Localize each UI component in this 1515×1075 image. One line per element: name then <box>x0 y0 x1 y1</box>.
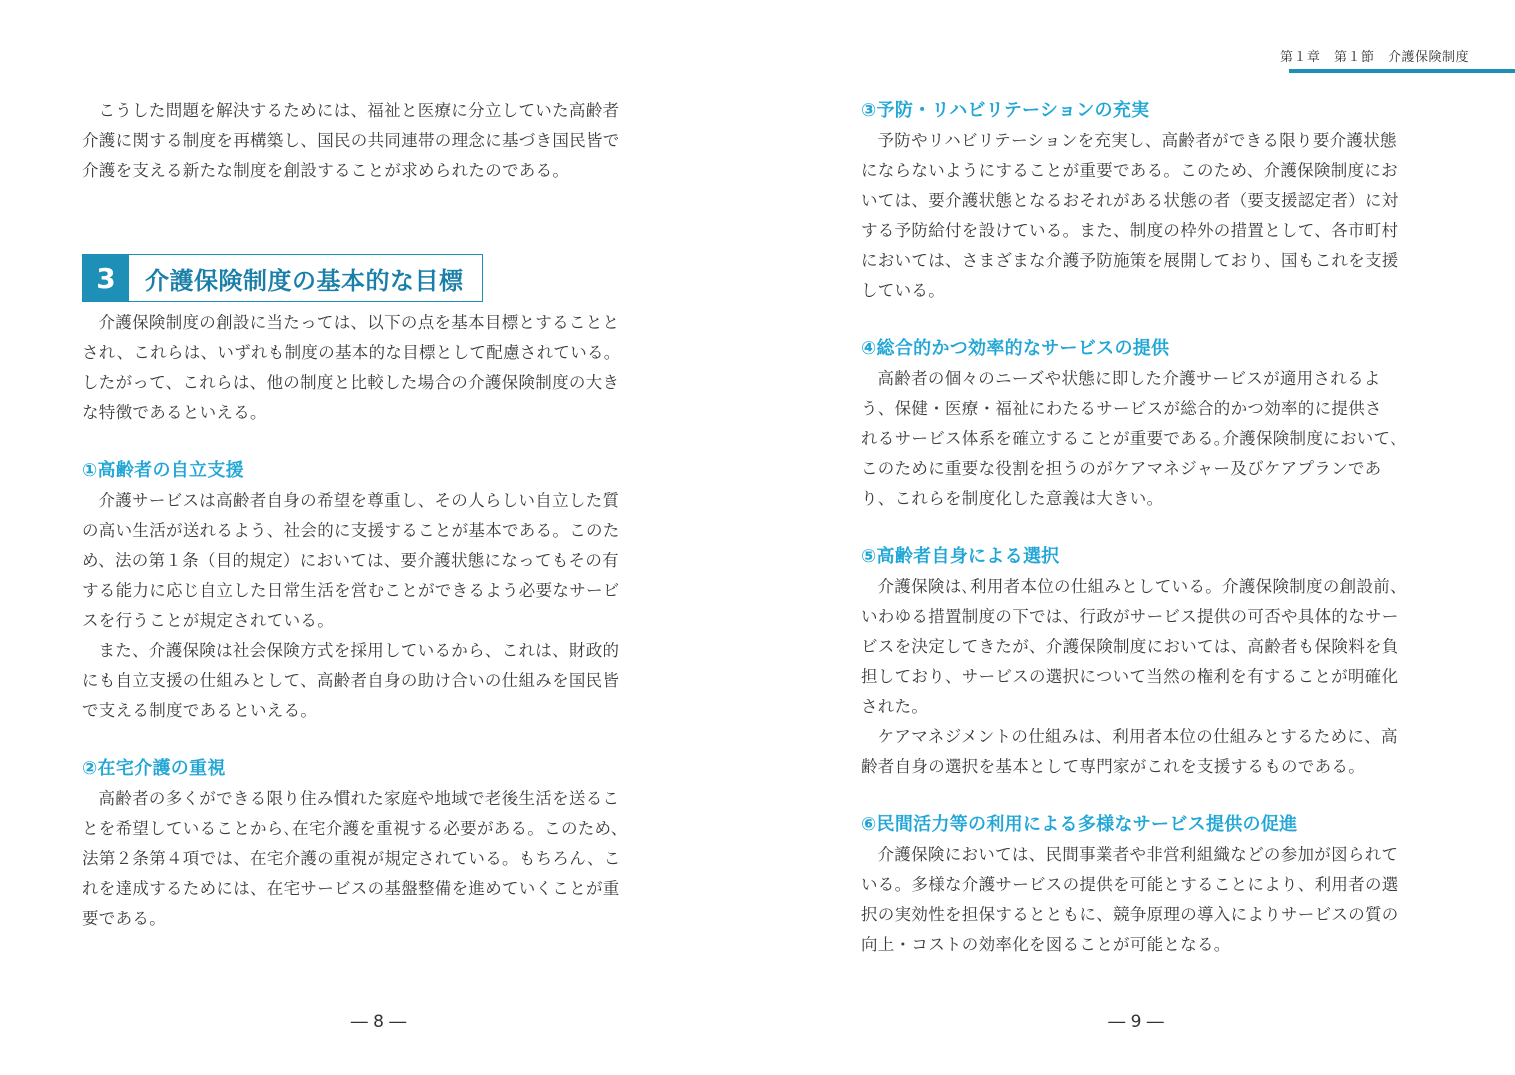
sub3-paragraph-1: 予防やリハビリテーションを充実し、高齢者ができる限り要介護状態 にならないようにすることが重要である。このため、介護保険制度にお いては、要介護状態となるおそれがある状態の者（要支援認定者）に対 する予防給付を設けている。また、制度の枠外の措置として、各市町村 においては、さまざまな介護予防施策を展開しており、国もこれを支援 している。 <box>861 131 1399 300</box>
subheading-1: ①高齢者の自立支援 <box>82 460 244 481</box>
sub4-paragraph-1: 高齢者の個々のニーズや状態に即した介護サービスが適用されるよ う、保健・医療・福祉にわたるサービスが総合的かつ効率的に提供さ れるサービス体系を確立することが重要である｡介護保険制度において､ このために重要な役割を担うのがケアマネジャー及びケアプランであ り、これらを制度化した意義は大きい。 <box>861 369 1399 508</box>
sub2-paragraph-1: 高齢者の多くができる限り住み慣れた家庭や地域で老後生活を送るこ とを希望していることから､在宅介護を重視する必要がある。このため、 法第２条第４項では、在宅介護の重視が規定されている。もちろん、こ れを達成するためには、在宅サービスの基盤整備を進めていくことが重 要である。 <box>82 789 628 928</box>
sub1-paragraph-2: また、介護保険は社会保険方式を採用しているから、これは、財政的 にも自立支援の仕組みとして、高齢者自身の助け合いの仕組みを国民皆 で支える制度であるといえる。 <box>82 641 620 720</box>
section-intro-paragraph: 介護保険制度の創設に当たっては、以下の点を基本目標とすることと され、これらは、いずれも制度の基本的な目標として配慮されている。 したがって、これらは、他の制度と比較した場合の介護保険制度の大き な特徴であるといえる。 <box>82 313 621 422</box>
page-number-right: ― 9 ― <box>1108 1012 1164 1032</box>
sub5-paragraph-2: ケアマネジメントの仕組みは、利用者本位の仕組みとするために、高 齢者自身の選択を基本として専門家がこれを支援するものである。 <box>861 727 1398 776</box>
subheading-6: ⑥民間活力等の利用による多様なサービス提供の促進 <box>861 814 1298 835</box>
sub5-paragraph-1: 介護保険は､利用者本位の仕組みとしている。介護保険制度の創設前、 いわゆる措置制度の下では、行政がサービス提供の可否や具体的なサー ビスを決定してきたが、介護保険制度においては、高齢者も保険料を負 担しており、サービスの選択について当然の権利を有することが明確化 された。 <box>861 577 1407 716</box>
right-page <box>757 0 1515 1075</box>
left-text-column <box>82 96 656 934</box>
running-header-rule <box>1289 69 1515 73</box>
subheading-3: ③予防・リハビリテーションの充実 <box>861 100 1150 121</box>
section-number: 3 <box>83 255 129 301</box>
subheading-2: ②在宅介護の重視 <box>82 758 226 779</box>
sub1-paragraph-1: 介護サービスは高齢者自身の希望を尊重し、その人らしい自立した質 の高い生活が送れるよう、社会的に支援することが基本である。このた め、法の第１条（目的規定）においては、要介護状態になってもその有 する能力に応じ自立した日常生活を営むことができるよう必要なサービ スを行うことが規定されている。 <box>82 491 620 630</box>
section-heading <box>82 254 656 302</box>
section-box <box>82 254 483 302</box>
left-page <box>0 0 757 1075</box>
page-number-left: ― 8 ― <box>350 1012 407 1032</box>
subheading-5: ⑤高齢者自身による選択 <box>861 546 1060 567</box>
subheading-4: ④総合的かつ効率的なサービスの提供 <box>861 338 1170 359</box>
right-text-column <box>861 96 1435 960</box>
intro-paragraph: こうした問題を解決するためには、福祉と医療に分立していた高齢者 介護に関する制度を再構築し、国民の共同連帯の理念に基づき国民皆で 介護を支える新たな制度を創設することが求められたのである。 <box>82 101 620 180</box>
sub6-paragraph-1: 介護保険においては、民間事業者や非営利組織などの参加が図られて いる。多様な介護サービスの提供を可能とすることにより、利用者の選 択の実効性を担保するとともに、競争原理の導入によりサービスの質の 向上・コストの効率化を図ることが可能となる。 <box>861 845 1399 954</box>
section-title: 介護保険制度の基本的な目標 <box>145 266 464 295</box>
running-header: 第１章 第１節 介護保険制度 <box>1279 50 1469 65</box>
